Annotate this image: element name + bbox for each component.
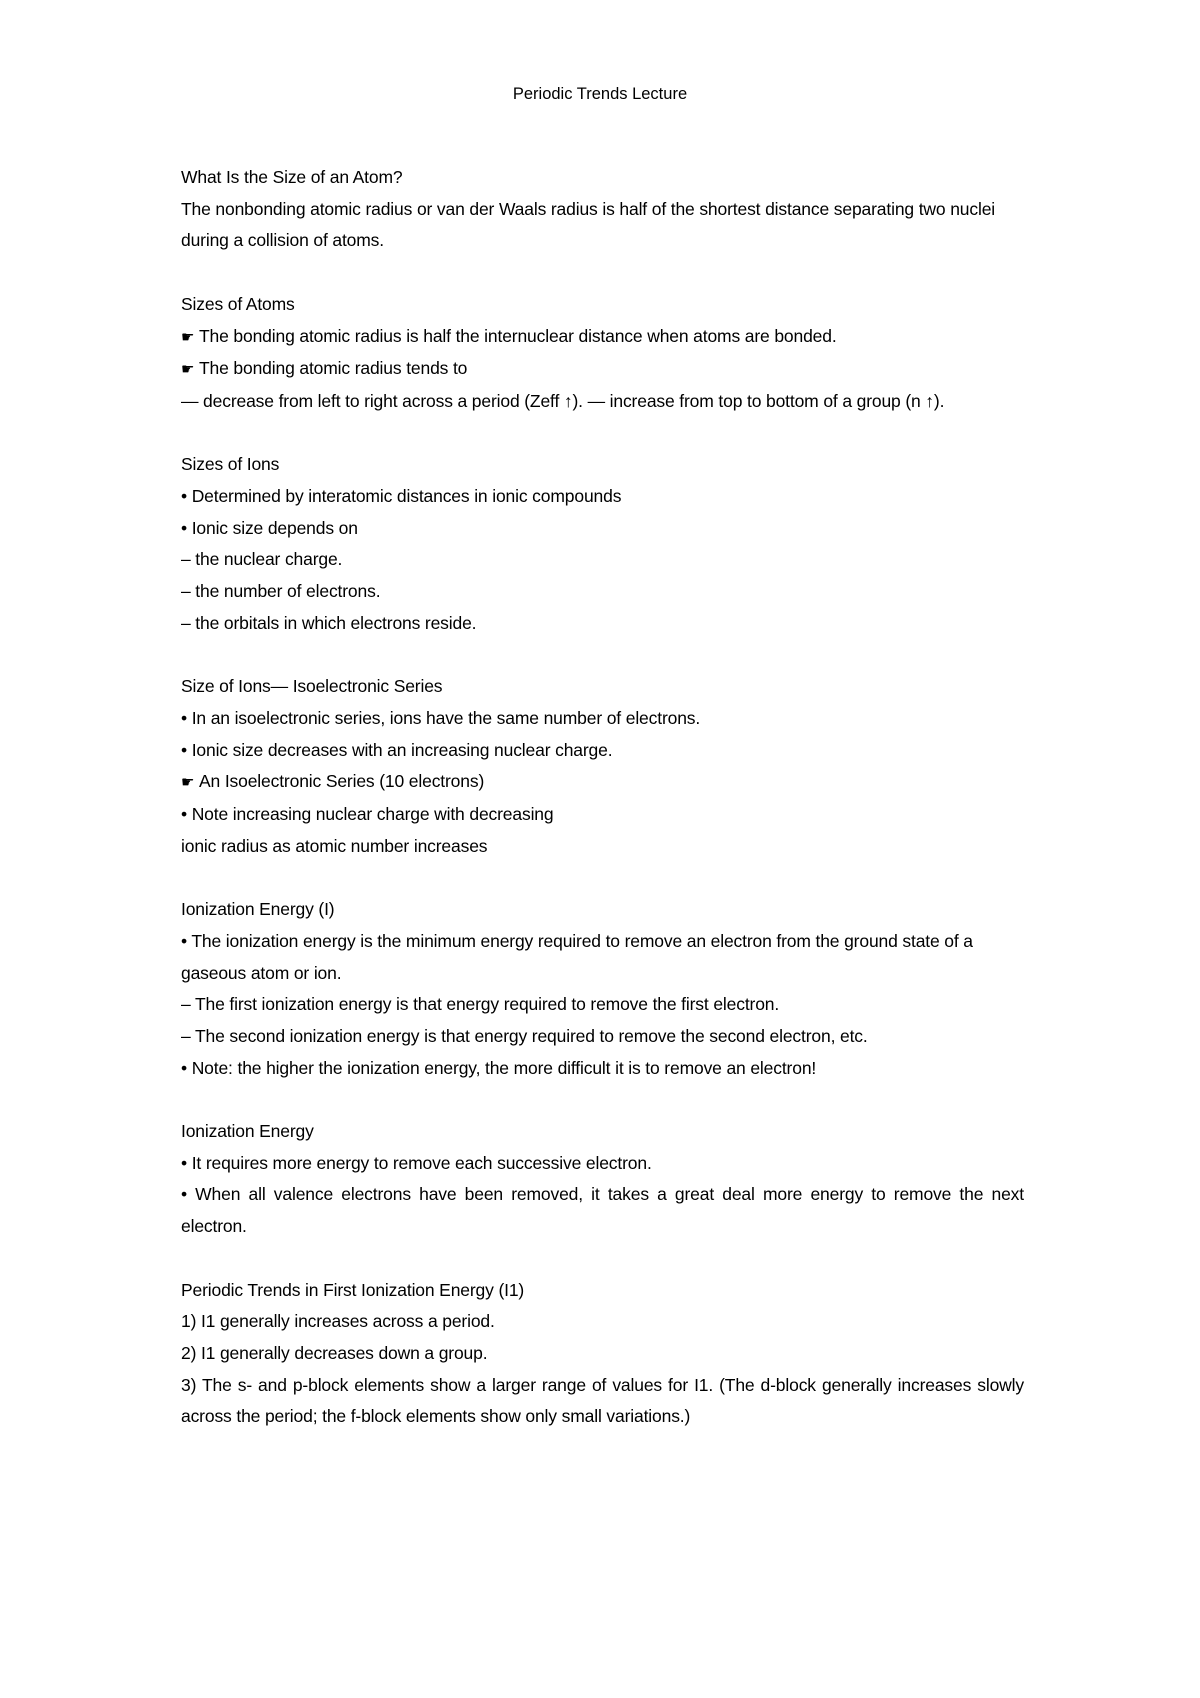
pointing-hand-icon: ☛ <box>181 361 195 379</box>
numbered-item: 1) I1 generally increases across a period. <box>181 1311 495 1332</box>
numbered-item: 3) The s- and p-block elements show a larger range of values for I1. (The d-block generally increases slowly across the period; the f-block elements show only small variations.) <box>181 1374 1024 1427</box>
list-item: • Ionic size depends on <box>181 517 358 538</box>
paragraph-line: The nonbonding atomic radius or van der Waals radius is half of the shortest distance separating two nuclei during a collision of atoms. <box>181 198 996 251</box>
sub-list-item: – The second ionization energy is that energy required to remove the second electron, etc. <box>181 1025 868 1046</box>
sub-list-item: – the orbitals in which electrons reside. <box>181 612 477 633</box>
section-periodic-trends-i1 <box>181 1275 1024 1434</box>
list-item-text: The bonding atomic radius is half the internuclear distance when atoms are bonded. <box>199 325 837 346</box>
section-heading: Size of Ions— Isoelectronic Series <box>181 676 443 697</box>
sub-list-item: – the nuclear charge. <box>181 549 343 570</box>
section-heading: Sizes of Ions <box>181 454 280 475</box>
section-ionization-energy <box>181 1116 1024 1243</box>
list-item: • Determined by interatomic distances in ionic compounds <box>181 486 622 506</box>
section-heading: Sizes of Atoms <box>181 293 295 314</box>
section-sizes-of-ions <box>181 449 1024 639</box>
section-heading: Ionization Energy (I) <box>181 899 335 920</box>
sub-list-item: – The first ionization energy is that energy required to remove the first electron. <box>181 994 780 1015</box>
section-sizes-of-atoms <box>181 289 1024 418</box>
list-item: • The ionization energy is the minimum energy required to remove an electron from the ground state of a gaseous atom or ion. <box>181 930 973 983</box>
section-ionization-energy-def <box>181 894 1024 1084</box>
section-atom-size <box>181 162 1024 257</box>
pointing-hand-icon: ☛ <box>181 774 195 792</box>
numbered-item: 2) I1 generally decreases down a group. <box>181 1342 488 1363</box>
list-item-text: The bonding atomic radius tends to <box>199 358 468 379</box>
list-item <box>181 766 1024 799</box>
list-item: • Ionic size decreases with an increasing nuclear charge. <box>181 739 613 760</box>
list-item-text: An Isoelectronic Series (10 electrons) <box>199 771 485 792</box>
paragraph-line: — decrease from left to right across a period (Zeff ↑). — increase from top to bottom of a group (n ↑). <box>181 390 945 411</box>
list-item: • When all valence electrons have been removed, it takes a great deal more energy to remove the next electron. <box>181 1184 1024 1237</box>
list-item: • Note: the higher the ionization energy, the more difficult it is to remove an electron! <box>181 1057 817 1078</box>
document-body <box>181 162 1024 1465</box>
list-item <box>181 353 1024 386</box>
list-item: • It requires more energy to remove each successive electron. <box>181 1152 652 1173</box>
list-item: • Note increasing nuclear charge with decreasing <box>181 804 554 825</box>
page-header: Periodic Trends Lecture <box>512 85 688 103</box>
section-isoelectronic-series <box>181 671 1024 862</box>
pointing-hand-icon: ☛ <box>181 328 195 346</box>
section-heading: What Is the Size of an Atom? <box>181 167 403 187</box>
list-item: • In an isoelectronic series, ions have the same number of electrons. <box>181 707 701 728</box>
sub-list-item: – the number of electrons. <box>181 581 381 602</box>
section-heading: Periodic Trends in First Ionization Energy (I1) <box>181 1279 525 1300</box>
list-item <box>181 321 1024 354</box>
section-heading: Ionization Energy <box>181 1121 314 1142</box>
paragraph-line: ionic radius as atomic number increases <box>181 835 488 856</box>
